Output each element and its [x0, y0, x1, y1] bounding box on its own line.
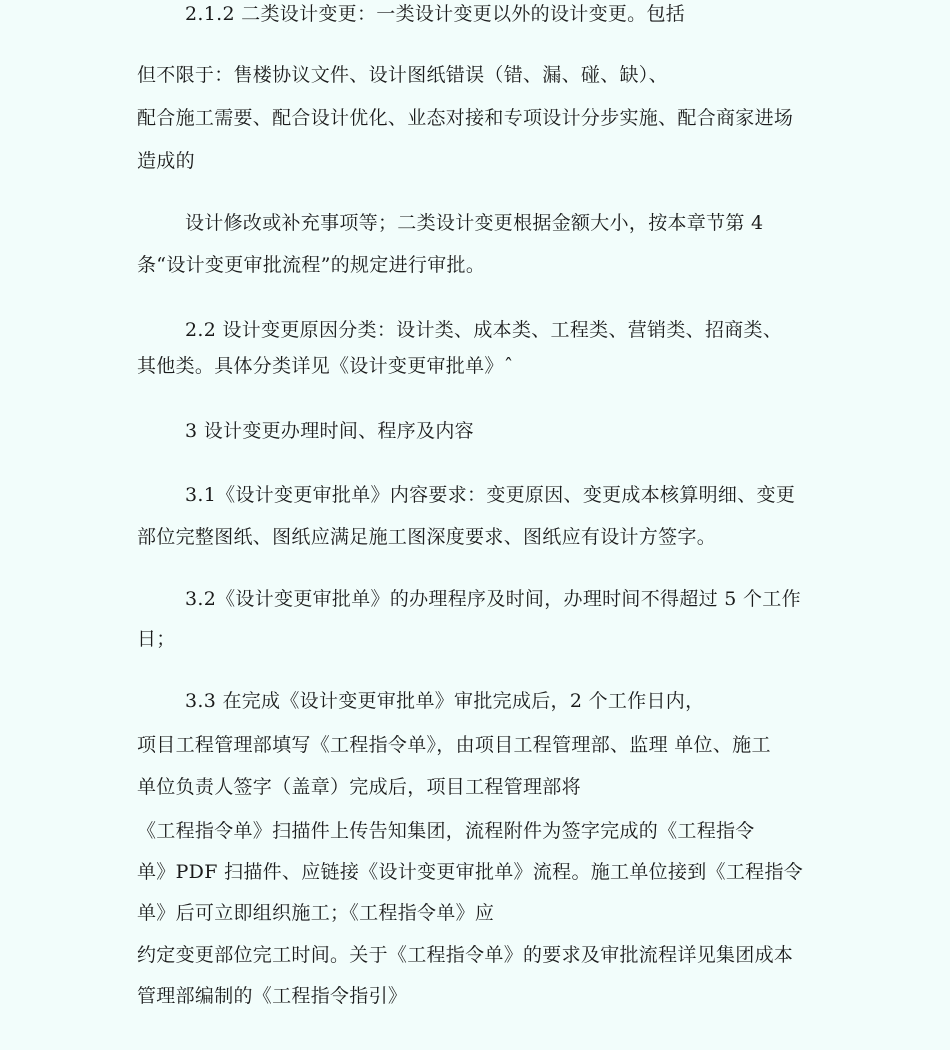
paragraph-line: 单》PDF 扫描件、应链接《设计变更审批单》流程。施工单位接到《工程指令	[137, 861, 804, 883]
paragraph-line: 但不限于：售楼协议文件、设计图纸错误（错、漏、碰、缺）、	[137, 64, 668, 86]
paragraph-line: 3.3 在完成《设计变更审批单》审批完成后，2 个工作日内，	[185, 690, 705, 712]
paragraph-line: 2.1.2 二类设计变更：一类设计变更以外的设计变更。包括	[185, 3, 686, 25]
paragraph-line: 条“设计变更审批流程”的规定进行审批。	[137, 254, 486, 276]
paragraph-line: 单位负责人签字（盖章）完成后，项目工程管理部将	[137, 776, 581, 798]
paragraph-line: 3.1《设计变更审批单》内容要求：变更原因、变更成本核算明细、变更	[185, 484, 796, 506]
paragraph-line: 部位完整图纸、图纸应满足施工图深度要求、图纸应有设计方签字。	[137, 526, 717, 548]
paragraph-line: 2.2 设计变更原因分类：设计类、成本类、工程类、营销类、招商类、	[185, 319, 783, 341]
paragraph-line: 《工程指令单》扫描件上传告知集团，流程附件为签字完成的《工程指令	[137, 820, 755, 842]
paragraph-line: 造成的	[137, 150, 195, 172]
paragraph-line: 单》后可立即组织施工；《工程指令单》应	[137, 902, 495, 924]
paragraph-line: 其他类。具体分类详见《设计变更审批单》ˆ	[137, 355, 514, 377]
paragraph-line: 3.2《设计变更审批单》的办理程序及时间，办理时间不得超过 5 个工作	[185, 588, 801, 610]
paragraph-line: 管理部编制的《工程指令指引》	[137, 985, 408, 1007]
paragraph-line: 项目工程管理部填写《工程指令单》，由项目工程管理部、监理 单位、施工	[137, 734, 771, 756]
paragraph-line: 配合施工需要、配合设计优化、业态对接和专项设计分步实施、配合商家进场	[137, 107, 794, 129]
section-heading: 3 设计变更办理时间、程序及内容	[185, 420, 474, 442]
paragraph-line: 设计修改或补充事项等；二类设计变更根据金额大小，按本章节第 4	[185, 212, 764, 234]
paragraph-line: 日；	[137, 628, 176, 650]
paragraph-line: 约定变更部位完工时间。关于《工程指令单》的要求及审批流程详见集团成本	[137, 944, 794, 966]
